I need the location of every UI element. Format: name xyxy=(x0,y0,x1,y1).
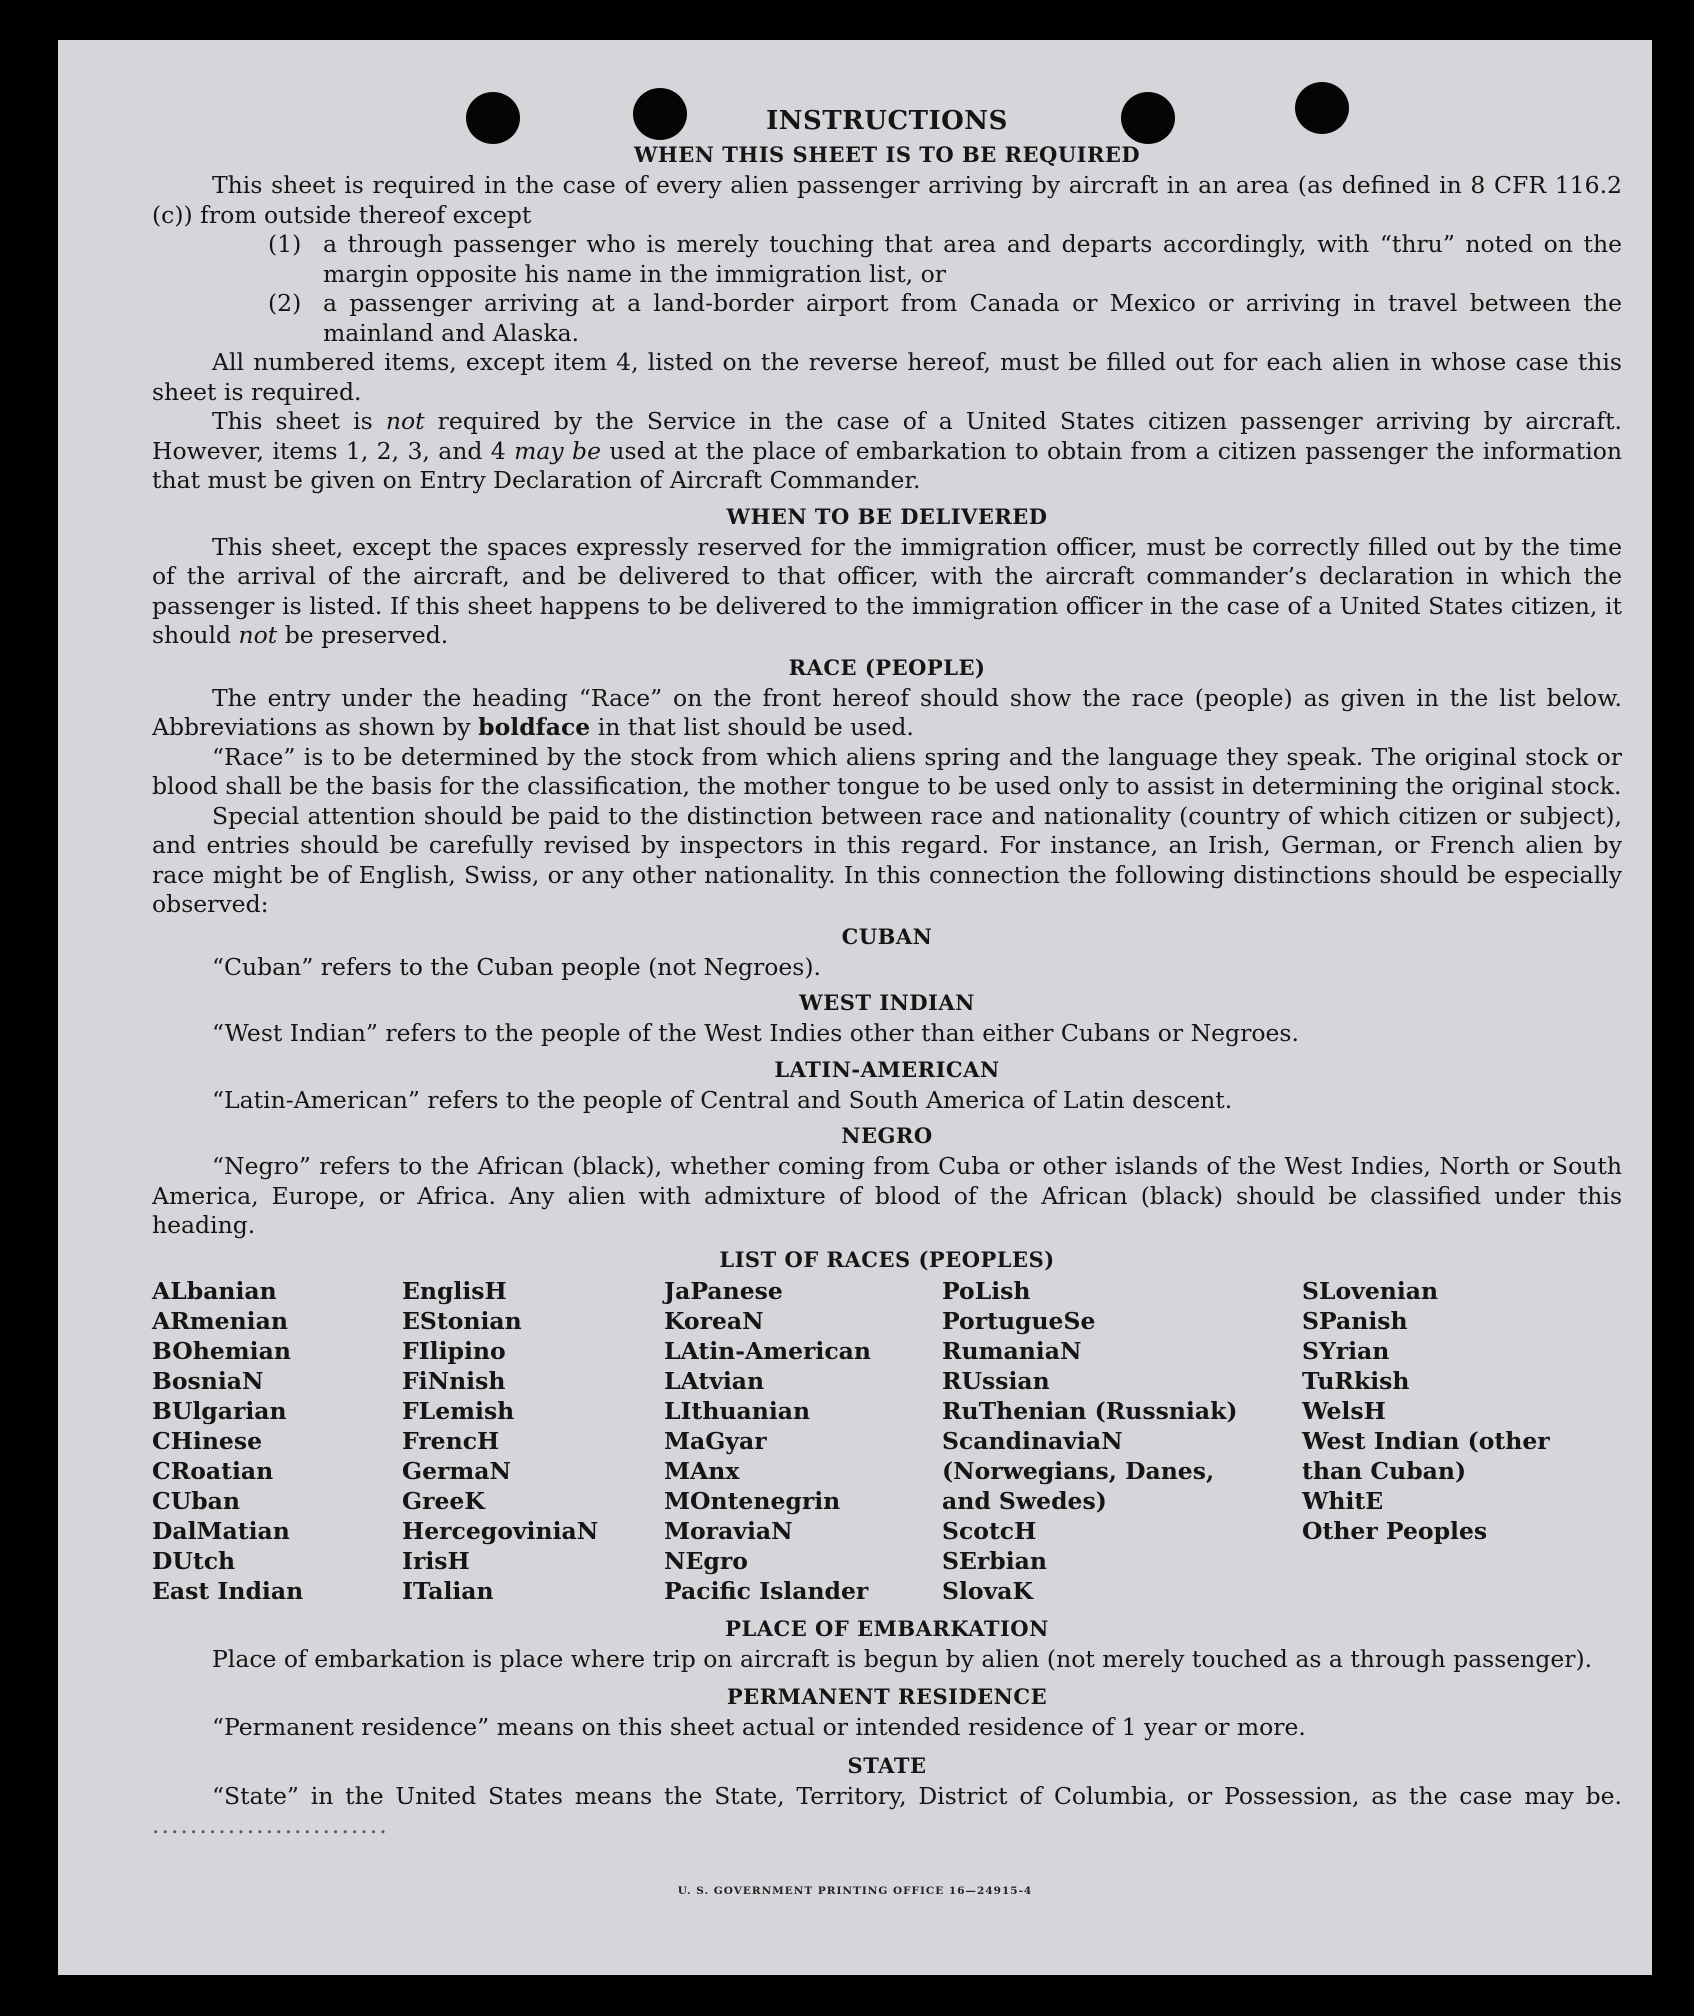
race-item: RuThenian (Russniak) xyxy=(942,1396,1238,1425)
section-heading-races-list: LIST OF RACES (PEOPLES) xyxy=(719,1246,1055,1272)
section-heading-residence: PERMANENT RESIDENCE xyxy=(726,1684,1048,1709)
race-item: LAtin-American xyxy=(664,1336,871,1365)
race-item: SPanish xyxy=(1302,1306,1408,1335)
race-item: NEgro xyxy=(664,1546,748,1575)
race-item: FrencH xyxy=(402,1426,500,1455)
trailing-dots: ......................... xyxy=(152,1811,389,1839)
race-item: LAtvian xyxy=(664,1366,765,1395)
race-item: BosniaN xyxy=(152,1366,264,1395)
residence-text: “Permanent residence” means on this sheet actual or intended residence of 1 year or more. xyxy=(212,1713,1306,1741)
race-item: RUssian xyxy=(942,1366,1050,1395)
embarkation-text: Place of embarkation is place where trip on aircraft is begun by alien (not merely touched as a through passenger). xyxy=(212,1644,1593,1673)
race-item: DUtch xyxy=(152,1546,236,1575)
race-item: MaGyar xyxy=(664,1426,767,1455)
race-item: FIlipino xyxy=(402,1336,506,1365)
race-item: ITalian xyxy=(402,1576,494,1605)
state-text: “State” in the United States means the State, Territory, District of Columbia, or Possession, as the case may be. ......................... xyxy=(152,1781,1622,1839)
section-heading-delivered: WHEN TO BE DELIVERED xyxy=(726,503,1048,529)
race-item: GermaN xyxy=(402,1456,511,1485)
required-paragraph-3: This sheet is not required by the Service in the case of a United States citizen passenger arriving by aircraft. However, items 1, 2, 3, and 4 may be used at the place of embarkation to obtain from a citizen passenger the information that must be given on Entry Declaration of Aircraft Commander. xyxy=(152,407,1622,494)
race-paragraph-1: The entry under the heading “Race” on the front hereof should show the race (people) as given in the list below. Abbreviations as shown by boldface in that list should be used. xyxy=(152,683,1622,741)
exception-text: a through passenger who is merely touching that area and departs accordingly, with “thru” noted on the margin opposite his name in the immigration list, or xyxy=(323,230,1622,288)
cuban-text: “Cuban” refers to the Cuban people (not Negroes). xyxy=(212,952,822,981)
exception-text: a passenger arriving at a land-border airport from Canada or Mexico or arriving in travel between the mainland and Alaska. xyxy=(323,289,1622,347)
race-item: CHinese xyxy=(152,1426,263,1455)
race-item: SYrian xyxy=(1302,1336,1390,1365)
race-item: WelsH xyxy=(1302,1396,1386,1425)
required-paragraph-2: All numbered items, except item 4, listed on the reverse hereof, must be filled out for each alien in whose case this sheet is required. xyxy=(152,348,1622,406)
race-item: JaPanese xyxy=(664,1276,783,1305)
races-column-5 xyxy=(1302,1276,1602,1606)
race-item: PortugueSe xyxy=(942,1306,1096,1335)
page-title: INSTRUCTIONS xyxy=(766,106,1008,136)
latin-american-text: “Latin-American” refers to the people of Central and South America of Latin descent. xyxy=(212,1085,1233,1114)
race-item: MoraviaN xyxy=(664,1516,793,1545)
section-heading-required: WHEN THIS SHEET IS TO BE REQUIRED xyxy=(633,142,1141,167)
race-item: ScotcH xyxy=(942,1516,1037,1545)
races-column-3 xyxy=(664,1276,942,1606)
race-item: CUban xyxy=(152,1486,240,1515)
race-item: Pacific Islander xyxy=(664,1576,869,1605)
races-column-2 xyxy=(402,1276,664,1606)
race-item: ARmenian xyxy=(152,1306,288,1335)
race-item: EStonian xyxy=(402,1306,522,1335)
race-paragraph-3: Special attention should be paid to the distinction between race and nationality (country of which citizen or subject), and entries should be carefully revised by inspectors in this regard. For instance, an Irish, German, or French alien by race might be of English, Swiss, or any other nationality. In this connection the following distinctions should be especially observed: xyxy=(152,801,1622,918)
race-item: ScandinaviaN (Norwegians, Danes, and Swedes) xyxy=(942,1426,1215,1515)
section-heading-embarkation: PLACE OF EMBARKATION xyxy=(725,1615,1049,1641)
section-heading-negro: NEGRO xyxy=(841,1123,933,1148)
races-column-1 xyxy=(152,1276,402,1606)
document-sheet xyxy=(58,40,1652,1975)
race-paragraph-2: “Race” is to be determined by the stock from which aliens spring and the language they speak. The original stock or blood shall be the basis for the classification, the mother tongue to be used only to assist in determining the original stock. xyxy=(152,742,1622,800)
races-list xyxy=(152,1276,1622,1606)
race-item: MOntenegrin xyxy=(664,1486,841,1515)
race-item: ALbanian xyxy=(152,1276,277,1305)
race-item: CRoatian xyxy=(152,1456,274,1485)
race-item: RumaniaN xyxy=(942,1336,1082,1365)
race-item: BOhemian xyxy=(152,1336,291,1365)
section-heading-cuban: CUBAN xyxy=(841,923,933,949)
section-heading-race: RACE (PEOPLE) xyxy=(788,654,986,680)
section-heading-latin-american: LATIN-AMERICAN xyxy=(774,1056,1000,1082)
race-item: FiNnish xyxy=(402,1366,506,1395)
race-item: SLovenian xyxy=(1302,1276,1439,1305)
exception-item-1 xyxy=(152,230,1622,289)
race-item: BUlgarian xyxy=(152,1396,287,1425)
race-item: KoreaN xyxy=(664,1306,764,1335)
exception-item-2 xyxy=(152,289,1622,348)
race-item: PoLish xyxy=(942,1276,1031,1305)
race-item: EnglisH xyxy=(402,1276,507,1305)
west-indian-text: “West Indian” refers to the people of the West Indies other than either Cubans or Negroes. xyxy=(212,1019,1299,1047)
required-intro: This sheet is required in the case of every alien passenger arriving by aircraft in an area (as defined in 8 CFR 116.2 (c)) from outside thereof except xyxy=(152,171,1622,229)
race-item: GreeK xyxy=(402,1486,485,1515)
race-item: SErbian xyxy=(942,1546,1047,1575)
delivered-text: This sheet, except the spaces expressly reserved for the immigration officer, must be correctly filled out by the time of the arrival of the aircraft, and be delivered to that officer, with the aircraft commander’s declaration in which the passenger is listed. If this sheet happens to be delivered to the immigration officer in the case of a United States citizen, it should not be preserved. xyxy=(152,532,1622,649)
exception-number: (2) xyxy=(268,289,302,317)
race-item: Other Peoples xyxy=(1302,1516,1488,1545)
race-item: MAnx xyxy=(664,1456,740,1485)
exception-number: (1) xyxy=(268,230,302,258)
race-item: TuRkish xyxy=(1302,1366,1410,1395)
instructions-content xyxy=(152,106,1622,1841)
section-heading-state: STATE xyxy=(847,1752,927,1778)
race-item: LIthuanian xyxy=(664,1396,811,1425)
race-item: WhitE xyxy=(1302,1486,1384,1515)
race-item: DalMatian xyxy=(152,1516,290,1545)
race-item: East Indian xyxy=(152,1576,304,1605)
race-item: FLemish xyxy=(402,1396,515,1425)
race-item: IrisH xyxy=(402,1546,470,1575)
section-heading-west-indian: WEST INDIAN xyxy=(799,990,975,1015)
race-item: HercegoviniaN xyxy=(402,1516,599,1545)
race-item: SlovaK xyxy=(942,1576,1033,1605)
printing-office-footer: U. S. GOVERNMENT PRINTING OFFICE 16—24915-4 xyxy=(677,1885,1033,1897)
races-column-4 xyxy=(942,1276,1302,1606)
race-item: West Indian (other than Cuban) xyxy=(1302,1426,1550,1485)
negro-text: “Negro” refers to the African (black), whether coming from Cuba or other islands of the West Indies, North or South America, Europe, or Africa. Any alien with admixture of blood of the African (black) should be classified under this heading. xyxy=(152,1152,1622,1239)
